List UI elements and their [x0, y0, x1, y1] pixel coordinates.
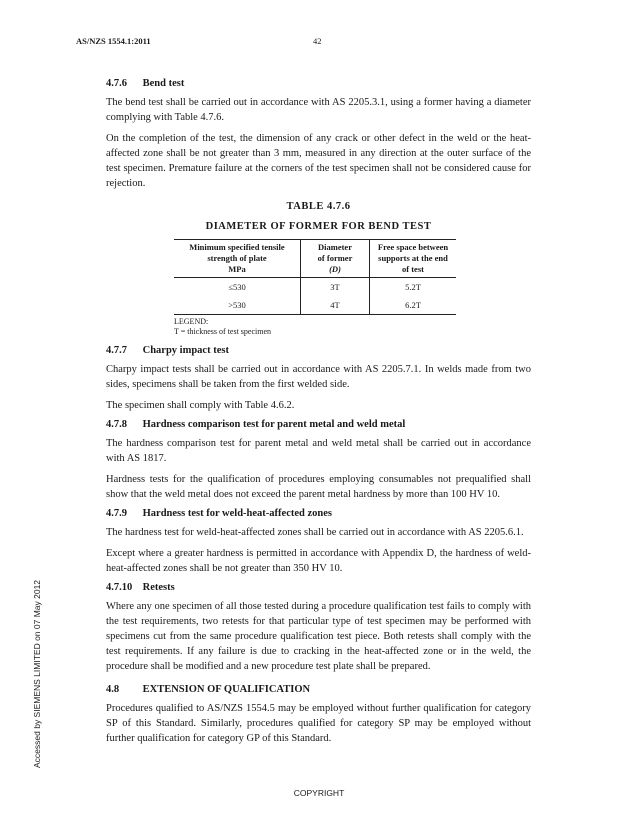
table-row — [174, 296, 456, 315]
section-number: 4.7.8 — [106, 419, 127, 430]
section-number: 4.7.7 — [106, 345, 127, 356]
section-heading-4-7-7 — [106, 345, 531, 356]
table-cell: ≤530 — [228, 282, 246, 292]
section-number: 4.7.6 — [106, 78, 127, 89]
paragraph: Charpy impact tests shall be carried out in accordance with AS 2205.7.1. In welds made from two sides, specimens shall be taken from the first welded side. — [106, 364, 531, 390]
section-heading-4-7-8 — [106, 419, 531, 430]
legend-text: T = thickness of test specimen — [174, 327, 272, 336]
header-line: Diameter — [318, 242, 352, 252]
table-row — [174, 278, 456, 297]
copyright-footer: COPYRIGHT — [293, 788, 345, 798]
section-number: 4.8 — [106, 684, 120, 695]
section-number: 4.7.10 — [106, 582, 133, 593]
table-cell: 5.2T — [370, 278, 457, 297]
header-line: Minimum specified tensile — [189, 242, 285, 252]
access-watermark: Accessed by SIEMENS LIMITED on 07 May 2012 — [32, 579, 42, 768]
table-caption: TABLE 4.7.6 — [286, 201, 351, 212]
header-standard: AS/NZS 1554.1:2011 — [76, 36, 151, 46]
table-cell: >530 — [174, 296, 301, 315]
section-title: Charpy impact test — [142, 345, 229, 356]
legend-label: LEGEND: — [174, 317, 209, 326]
paragraph: The hardness test for weld-heat-affected zones shall be carried out in accordance with AS 2205.6.1. — [106, 527, 524, 538]
header-line: (D) — [329, 264, 341, 274]
paragraph: Hardness tests for the qualification of procedures employing consumables not prequalified shall show that the weld metal does not exceed the parent metal hardness by more than 100 HV 10. — [106, 474, 531, 500]
table-legend — [174, 317, 531, 337]
paragraph: Except where a greater hardness is permitted in accordance with Appendix D, the hardness of weld-heat-affected zones shall be not greater than 350 HV 10. — [106, 548, 531, 574]
header-line: strength of plate — [207, 253, 267, 263]
header-line: of former — [317, 253, 353, 263]
section-title: Hardness test for weld-heat-affected zones — [142, 508, 332, 519]
col-header-free-space — [370, 240, 457, 278]
page-number: 42 — [313, 36, 322, 46]
table-cell: 4T — [301, 296, 370, 315]
paragraph: Procedures qualified to AS/NZS 1554.5 may be employed without further qualification for category SP of this Standard. Similarly, procedures qualified for category SP may be employed without further qualification for category GP of this Standard. — [106, 703, 531, 744]
paragraph: The specimen shall comply with Table 4.6.2. — [106, 400, 295, 411]
col-header-strength — [174, 240, 301, 278]
header-line: MPa — [228, 264, 246, 274]
section-heading-4-7-10 — [106, 582, 531, 593]
table-cell: 6.2T — [370, 296, 457, 315]
page-body — [106, 78, 531, 752]
paragraph: The bend test shall be carried out in accordance with AS 2205.3.1, using a former having a diameter complying with Table 4.7.6. — [106, 97, 531, 123]
section-title: Retests — [142, 582, 175, 593]
table-title: DIAMETER OF FORMER FOR BEND TEST — [205, 221, 432, 232]
paragraph: On the completion of the test, the dimension of any crack or other defect in the weld or the heat-affected zone shall be not greater than 3 mm, measured in any direction at the outer surface of the test specimen. Premature failure at the corners of the test specimen shall not be considered cause for rejection. — [106, 133, 531, 189]
section-title: EXTENSION OF QUALIFICATION — [142, 684, 311, 695]
header-line: Free space between — [377, 242, 449, 252]
section-heading-4-8 — [106, 684, 531, 695]
section-title: Bend test — [142, 78, 185, 89]
section-number: 4.7.9 — [106, 508, 127, 519]
paragraph: The hardness comparison test for parent metal and weld metal shall be carried out in accordance with AS 1817. — [106, 438, 531, 464]
header-line: of test — [402, 264, 424, 274]
col-header-diameter — [301, 240, 370, 278]
former-diameter-table — [174, 239, 456, 315]
section-title: Hardness comparison test for parent metal and weld metal — [142, 419, 406, 430]
section-heading-4-7-9 — [106, 508, 531, 519]
section-heading-4-7-6 — [106, 78, 531, 89]
header-line: supports at the end — [378, 253, 448, 263]
table-cell: 3T — [301, 278, 370, 297]
paragraph: Where any one specimen of all those tested during a procedure qualification test fails to comply with the test requirements, two retests for that particular type of test specimen may be performed with specimens cut from the same procedure qualification test piece. Both retests shall comply with the test requirements. If any failure is due to cracking in the heat-affected zone or in the weld, the procedure shall be modified and a new procedure test plate shall be prepared. — [106, 601, 531, 672]
table-header-row — [174, 240, 456, 278]
